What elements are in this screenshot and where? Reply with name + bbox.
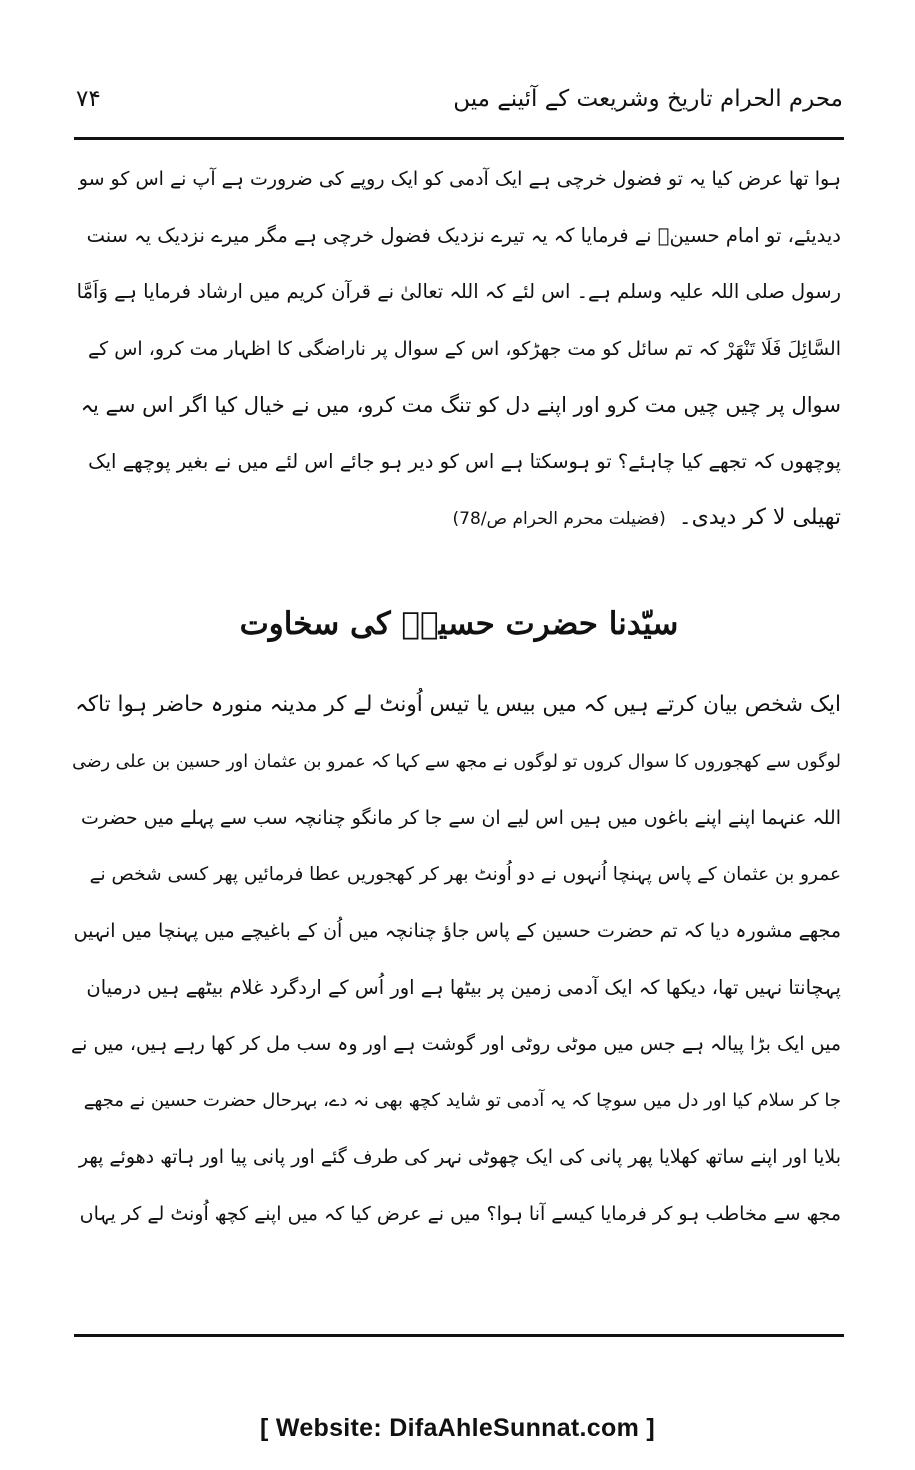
paragraph-2 [71,677,841,1242]
text-line: مجھ سے مخاطب ہو کر فرمایا کیسے آنا ہوا؟ میں نے عرض کیا کہ میں اپنے کچھ اُونٹ لے کر یہاں [79,1202,841,1225]
header-rule [74,137,844,140]
text-line: پوچھوں کہ تجھے کیا چاہئے؟ تو ہوسکتا ہے اس کو دیر ہو جائے اس لئے میں نے بغیر پوچھے ایک [88,449,841,473]
paragraph-1 [71,151,841,547]
text-line: رسول صلی اللہ علیہ وسلم ہے۔ اس لئے کہ اللہ تعالیٰ نے قرآن کریم میں ارشاد فرمایا ہے وَاَمَّا [76,280,841,303]
text-line: دیدیئے، تو امام حسینؓ نے فرمایا کہ یہ تیرے نزدیک فضول خرچی ہے مگر میرے نزدیک یہ سنت [86,223,841,247]
footer-rule [74,1334,844,1337]
text-line: ایک شخص بیان کرتے ہیں کہ میں بیس یا تیس اُونٹ لے کر مدینہ منورہ حاضر ہوا تاکہ [75,692,841,717]
text-line: اللہ عنہما اپنے اپنے باغوں میں ہیں اس لیے ان سے جا کر مانگو چنانچہ سب سے پہلے میں حضرت [81,807,841,829]
text-line: جا کر سلام کیا اور دل میں سوچا کہ یہ آدمی تو شاید کچھ بھی نہ دے، بہرحال حضرت حسین نے مجھے [83,1089,841,1111]
text-line: ہوا تھا عرض کیا یہ تو فضول خرچی ہے ایک آدمی کو ایک روپے کی ضرورت ہے آپ نے اس کو سو [78,168,841,190]
text-line: پہچانتا نہیں تھا، دیکھا کہ ایک آدمی زمین پر بیٹھا ہے اور اُس کے اردگرد غلام بیٹھے ہیں درمیان [86,975,841,999]
text-line: سوال پر چیں چیں مت کرو اور اپنے دل کو تنگ مت کرو، میں نے خیال کیا اگر اس سے یہ [80,393,841,417]
footer-website[interactable]: [ Website: DifaAhleSunnat.com ] [260,1414,655,1442]
text-line [71,490,841,547]
text-line: لوگوں سے کھجوروں کا سوال کروں تو لوگوں نے مجھ سے کہا کہ عمرو بن عثمان اور حسین بن علی رضی [72,751,841,772]
text-line-content: تھیلی لا کر دیدی۔ [678,505,841,530]
text-line: میں ایک بڑا پیالہ ہے جس میں موٹی روٹی اور گوشت ہے اور وہ سب مل کر کھا رہے ہیں، میں نے [71,1033,841,1055]
text-line: مجھے مشورہ دیا کہ تم حضرت حسین کے پاس جاؤ چنانچہ میں اُن کے باغیچے میں پہنچا میں انہیں [73,920,841,942]
page-number: ۷۴ [76,86,101,112]
text-line: بلایا اور اپنے ساتھ کھلایا پھر پانی کی ایک چھوٹی نہر کی طرف گئے اور پانی پیا اور ہاتھ دھوئے پھر [78,1146,841,1168]
header-title: محرم الحرام تاریخ وشریعت کے آئینے میں [453,86,843,112]
text-line: عمرو بن عثمان کے پاس پہنچا اُنہوں نے دو اُونٹ بھر کر کھجوریں عطا فرمائیں پھر کسی شخص نے [89,863,841,885]
text-line: السَّائِلَ فَلَا تَنْھَرْ کہ تم سائل کو مت جھڑکو، اس کے سوال پر ناراضگی کا اظہار مت کرو، اس کے [88,337,841,360]
section-heading: سیّدنا حضرت حسینؓ کی سخاوت [239,606,679,642]
citation: (فضیلت محرم الحرام ص/78) [452,509,666,529]
